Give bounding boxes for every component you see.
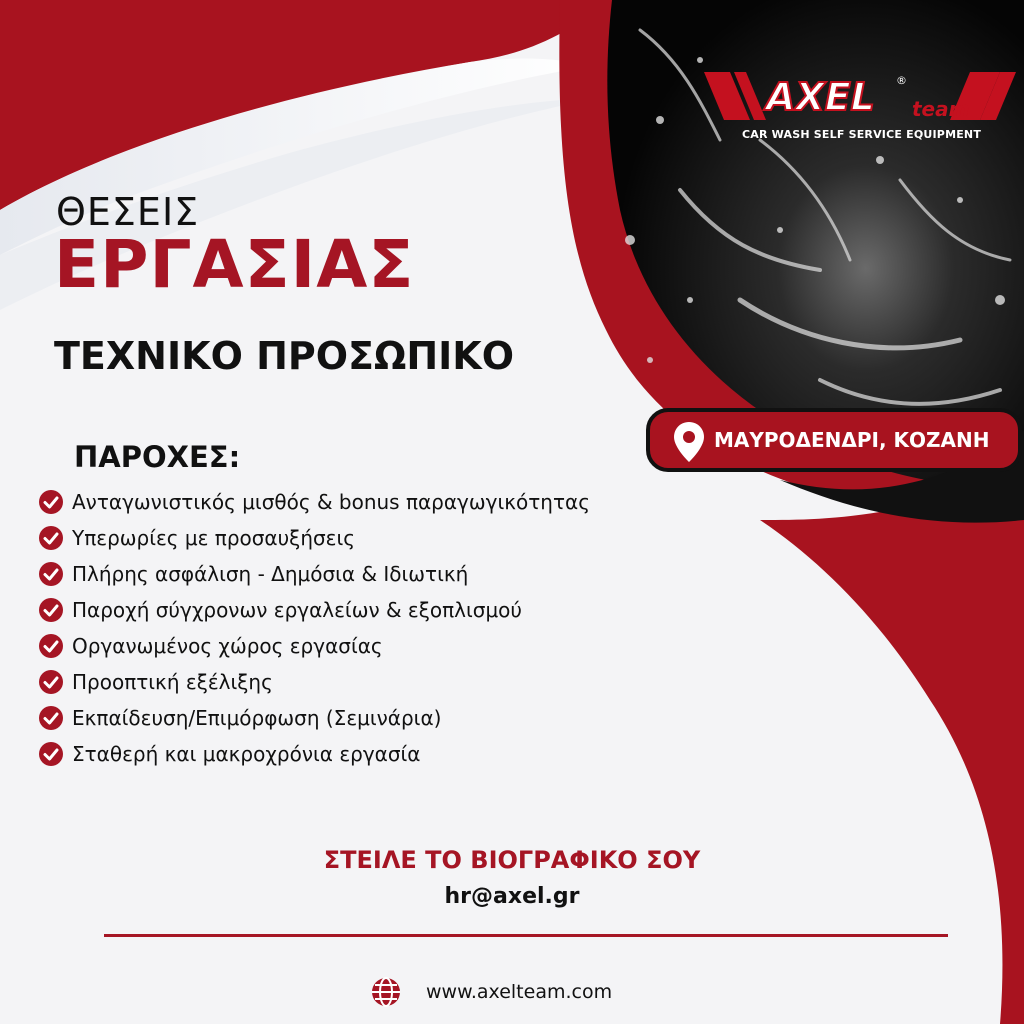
benefit-text: Υπερωρίες με προσαυξήσεις xyxy=(72,526,355,550)
benefit-text: Εκπαίδευση/Επιμόρφωση (Σεμινάρια) xyxy=(72,706,442,730)
benefit-text: Προοπτική εξέλιξης xyxy=(72,670,273,694)
logo-tagline: CAR WASH SELF SERVICE EQUIPMENT xyxy=(742,128,982,141)
benefits-list xyxy=(38,484,590,772)
location-badge xyxy=(646,408,1022,472)
check-circle-icon xyxy=(38,597,64,623)
position-title: ΤΕΧΝΙΚΟ ΠΡΟΣΩΠΙΚΟ xyxy=(54,334,515,378)
axel-logo-graphic xyxy=(700,62,1020,132)
benefits-title: ΠΑΡΟΧΕΣ: xyxy=(74,440,241,474)
list-item xyxy=(38,628,590,664)
benefit-text: Οργανωμένος χώρος εργασίας xyxy=(72,634,383,658)
check-circle-icon xyxy=(38,633,64,659)
website-link[interactable]: www.axelteam.com xyxy=(426,981,613,1003)
list-item xyxy=(38,736,590,772)
check-circle-icon xyxy=(38,705,64,731)
check-circle-icon xyxy=(38,561,64,587)
benefit-text: Σταθερή και μακροχρόνια εργασία xyxy=(72,742,421,766)
registered-mark: ® xyxy=(896,74,907,87)
list-item xyxy=(38,592,590,628)
map-pin-icon xyxy=(672,420,706,464)
check-circle-icon xyxy=(38,669,64,695)
brand-logo xyxy=(700,62,1020,152)
benefit-text: Ανταγωνιστικός μισθός & bonus παραγωγικότητας xyxy=(72,490,590,514)
list-item xyxy=(38,664,590,700)
location-text: ΜΑΥΡΟΔΕΝΔΡΙ, ΚΟΖΑΝΗ xyxy=(714,428,990,452)
check-circle-icon xyxy=(38,525,64,551)
logo-suffix: team xyxy=(912,97,970,121)
headline-line1: ΘΕΣΕΙΣ xyxy=(56,190,200,234)
globe-icon xyxy=(370,976,402,1008)
divider xyxy=(104,934,948,937)
headline-line2: ΕΡΓΑΣΙΑΣ xyxy=(54,226,415,303)
list-item xyxy=(38,700,590,736)
logo-wordmark: AXEL xyxy=(766,75,875,119)
benefit-text: Πλήρης ασφάλιση - Δημόσια & Ιδιωτική xyxy=(72,562,469,586)
benefit-text: Παροχή σύγχρονων εργαλείων & εξοπλισμού xyxy=(72,598,522,622)
list-item xyxy=(38,520,590,556)
check-circle-icon xyxy=(38,741,64,767)
list-item xyxy=(38,556,590,592)
check-circle-icon xyxy=(38,489,64,515)
cta-heading: ΣΤΕΙΛΕ ΤΟ ΒΙΟΓΡΑΦΙΚΟ ΣΟΥ xyxy=(323,846,701,874)
contact-email-link[interactable]: hr@axel.gr xyxy=(444,884,580,909)
list-item xyxy=(38,484,590,520)
